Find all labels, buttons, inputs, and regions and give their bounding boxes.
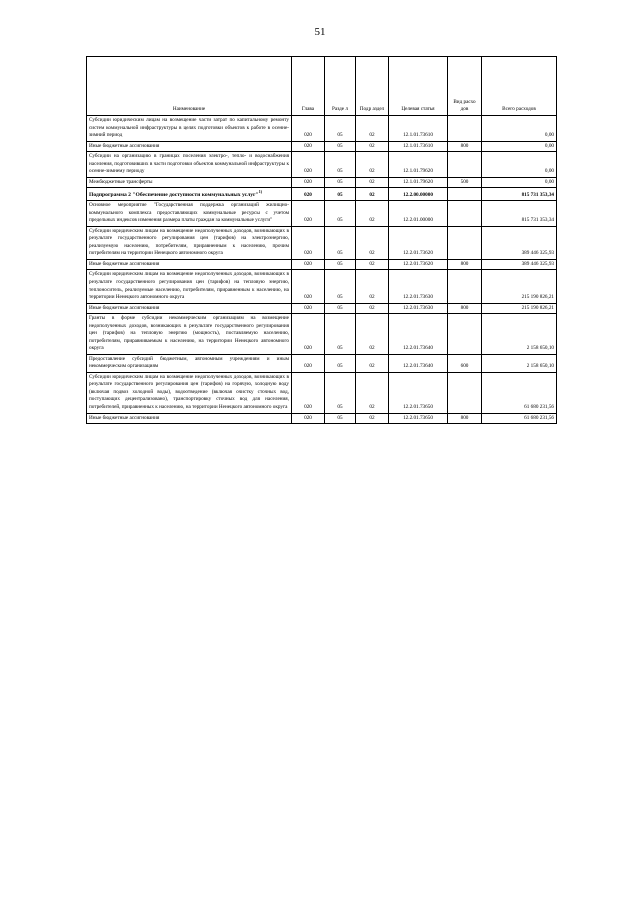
row-expense-type-cell [448,270,482,303]
row-podrazdel-cell: 02 [356,177,389,188]
table-row [87,188,557,201]
row-name-cell: Предоставление субсидий бюджетным, автономным учреждениям и иным некоммерческим организациям [87,354,292,372]
row-target-article-cell: 12.2.01.73640 [389,354,448,372]
row-glava-cell: 020 [292,116,325,142]
table-row [87,116,557,142]
column-header-podrazdel: Подр аздел [356,57,389,116]
row-target-article-cell: 12.1.01.73610 [389,116,448,142]
row-razdel-cell: 05 [325,201,356,227]
table-row [87,177,557,188]
row-expense-type-cell [448,116,482,142]
row-name-cell: Субсидии юридическим лицам на возмещение недополученных доходов, возникающих в результате государственного регулирования цен (тарифов) на горячую, холодную воду (включая подвоз холодной воды), водоотведение (включая очистку сточных вод, поступающих децентрализовано), транспортировку сточных вод для населения, потребителей, приравненных к населению, на территории Ненецкого автономного округа [87,372,292,413]
row-name-cell: Субсидии юридическим лицам на возмещение недополученных доходов, возникающих в результате государственного регулирования цен (тарифов) на электроэнергию, реализуемую населению, потребителям, приравненным к населению, прочим потребителям на территории Ненецкого автономного округа [87,226,292,259]
row-target-article-cell: 12.2.01.73630 [389,270,448,303]
row-razdel-cell: 05 [325,141,356,152]
row-podrazdel-cell: 02 [356,152,389,178]
row-name-cell: Иные бюджетные ассигнования [87,303,292,314]
row-razdel-cell: 05 [325,259,356,270]
table-row [87,372,557,413]
row-podrazdel-cell: 02 [356,201,389,227]
table-body [87,116,557,424]
row-glava-cell: 020 [292,177,325,188]
row-razdel-cell: 05 [325,226,356,259]
row-total-cell: 2 158 650,10 [482,354,557,372]
row-expense-type-cell: 800 [448,259,482,270]
row-podrazdel-cell: 02 [356,270,389,303]
column-header-total: Всего расходов [482,57,557,116]
row-total-cell: 0,00 [482,141,557,152]
row-razdel-cell: 05 [325,303,356,314]
row-target-article-cell: 12.2.01.73630 [389,303,448,314]
row-glava-cell: 020 [292,270,325,303]
table-row [87,259,557,270]
row-total-cell: 815 731 353,34 [482,188,557,201]
row-glava-cell: 020 [292,372,325,413]
row-expense-type-cell: 800 [448,303,482,314]
row-expense-type-cell: 800 [448,413,482,424]
row-target-article-cell: 12.2.01.73640 [389,314,448,355]
row-target-article-cell: 12.2.01.73620 [389,259,448,270]
row-razdel-cell: 05 [325,177,356,188]
row-total-cell: 0,00 [482,152,557,178]
column-header-glava: Глава [292,57,325,116]
row-name-cell: Основное мероприятие "Государственная поддержка организаций жилищно-коммунального комплекса предоставляющих коммунальные ресурсы с учетом предельных индексов изменения размера платы граждан за коммунальные услуги" [87,201,292,227]
row-glava-cell: 020 [292,259,325,270]
row-name-cell: Гранты в форме субсидии некоммерческим организациям на возмещение недополученных доходов, возникающих в результате государственного регулирования цен (тарифов) на тепловую энергию (мощность), поставляемую населению, потребителям, приравниваемым к населению, на территории Ненецкого автономного округа [87,314,292,355]
row-glava-cell: 020 [292,314,325,355]
row-expense-type-cell: 800 [448,141,482,152]
row-podrazdel-cell: 02 [356,141,389,152]
table-row [87,314,557,355]
row-razdel-cell: 05 [325,116,356,142]
row-total-cell: 215 190 826,21 [482,270,557,303]
column-header-target-article: Целевая статья [389,57,448,116]
row-razdel-cell: 05 [325,188,356,201]
row-name-cell: Субсидии на организацию в границах поселения электро-, тепло- и водоснабжения населения, подготовивших в части подготовки объектов коммунальной инфраструктуры к осенне-зимнему периоду [87,152,292,178]
row-total-cell: 389 446 325,93 [482,226,557,259]
page-number: 51 [314,26,326,38]
footnote-marker: 1) [258,189,263,195]
table-row [87,226,557,259]
row-expense-type-cell [448,226,482,259]
row-razdel-cell: 05 [325,372,356,413]
row-expense-type-cell [448,152,482,178]
row-name-cell: Субсидии юридическим лицам на возмещение недополученных доходов, возникающих в результате государственного регулирования цен (тарифов) на тепловую энергию, теплоноситель, реализуемые населению, потребителям, приравненным к населению, на территории Ненецкого автономного округа [87,270,292,303]
row-glava-cell: 020 [292,201,325,227]
table-row [87,141,557,152]
column-header-name: Наименование [87,57,292,116]
row-expense-type-cell: 600 [448,354,482,372]
row-total-cell: 0,00 [482,116,557,142]
table-row [87,152,557,178]
row-glava-cell: 020 [292,141,325,152]
row-name-cell: Подпрограмма 2 "Обеспечение доступности коммунальных услуг"$^{1)}$ [87,188,292,201]
row-expense-type-cell [448,372,482,413]
row-podrazdel-cell: 02 [356,303,389,314]
table-row [87,270,557,303]
table-row [87,201,557,227]
table-header [87,57,557,116]
row-name-cell: Субсидии юридическим лицам на возмещение части затрат по капитальному ремонту систем коммунальной инфраструктуры в целях подготовки объектов к работе в осенне-зимний период [87,116,292,142]
row-glava-cell: 020 [292,152,325,178]
column-header-expense-type: Вид расхо дов [448,57,482,116]
row-name-cell: Иные бюджетные ассигнования [87,413,292,424]
budget-table-container [86,56,556,424]
row-expense-type-cell [448,201,482,227]
row-target-article-cell: 12.1.01.79620 [389,152,448,178]
row-total-cell: 0,00 [482,177,557,188]
row-razdel-cell: 05 [325,413,356,424]
header-row [87,57,557,116]
row-podrazdel-cell: 02 [356,188,389,201]
row-podrazdel-cell: 02 [356,116,389,142]
row-name-cell: Межбюджетные трансферты [87,177,292,188]
table-row [87,413,557,424]
column-header-razdel: Разде л [325,57,356,116]
row-expense-type-cell: 500 [448,177,482,188]
row-total-cell: 815 731 353,34 [482,201,557,227]
row-total-cell: 61 680 231,56 [482,372,557,413]
row-podrazdel-cell: 02 [356,413,389,424]
row-total-cell: 61 680 231,56 [482,413,557,424]
row-expense-type-cell [448,188,482,201]
row-target-article-cell: 12.1.01.79620 [389,177,448,188]
row-podrazdel-cell: 02 [356,354,389,372]
row-glava-cell: 020 [292,303,325,314]
row-glava-cell: 020 [292,354,325,372]
row-name-cell: Иные бюджетные ассигнования [87,141,292,152]
row-target-article-cell: 12.2.01.73650 [389,413,448,424]
row-glava-cell: 020 [292,413,325,424]
row-target-article-cell: 12.1.01.73610 [389,141,448,152]
row-total-cell: 389 446 325,93 [482,259,557,270]
row-razdel-cell: 05 [325,354,356,372]
row-razdel-cell: 05 [325,314,356,355]
row-expense-type-cell [448,314,482,355]
budget-table [86,56,557,424]
row-glava-cell: 020 [292,188,325,201]
row-podrazdel-cell: 02 [356,226,389,259]
row-podrazdel-cell: 02 [356,259,389,270]
table-row [87,354,557,372]
row-razdel-cell: 05 [325,270,356,303]
row-razdel-cell: 05 [325,152,356,178]
table-row [87,303,557,314]
row-total-cell: 2 158 650,10 [482,314,557,355]
row-name-cell: Иные бюджетные ассигнования [87,259,292,270]
row-target-article-cell: 12.2.01.00000 [389,201,448,227]
row-podrazdel-cell: 02 [356,372,389,413]
row-glava-cell: 020 [292,226,325,259]
row-target-article-cell: 12.2.00.00000 [389,188,448,201]
row-total-cell: 215 190 826,21 [482,303,557,314]
row-target-article-cell: 12.2.01.73620 [389,226,448,259]
row-target-article-cell: 12.2.01.73650 [389,372,448,413]
row-podrazdel-cell: 02 [356,314,389,355]
